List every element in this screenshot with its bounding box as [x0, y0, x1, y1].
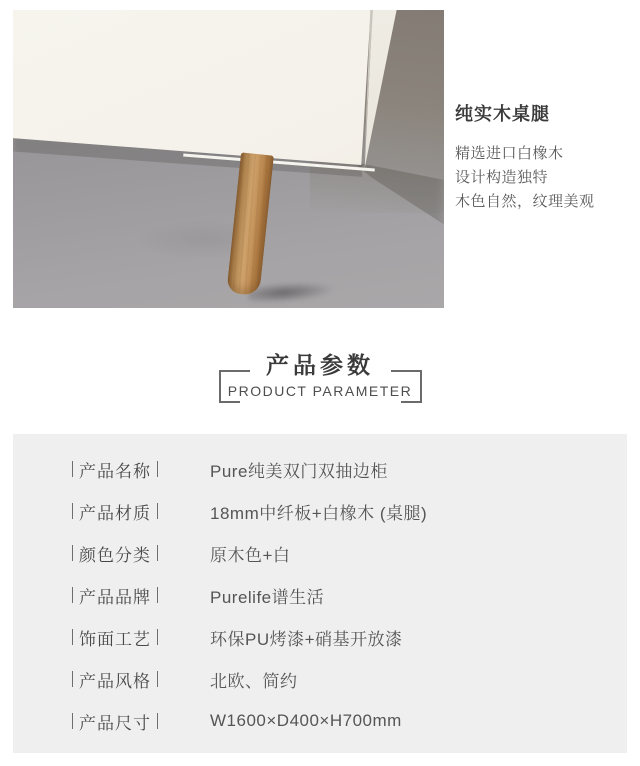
label-divider: [157, 587, 158, 603]
label-divider: [157, 671, 158, 687]
parameter-label: 产品名称: [72, 457, 158, 482]
feature-line: 精选进口白橡木: [455, 145, 564, 162]
label-divider: [157, 545, 158, 561]
parameter-label: 产品品牌: [72, 583, 158, 608]
section-subtitle: PRODUCT PARAMETER: [227, 383, 413, 399]
label-divider: [72, 713, 73, 729]
parameter-table: [13, 434, 627, 753]
parameter-value: 18mm中纤板+白橡木 (桌腿): [210, 503, 428, 523]
table-row: [13, 490, 627, 532]
label-divider: [157, 629, 158, 645]
parameter-label: 产品风格: [72, 667, 158, 692]
label-divider: [72, 545, 73, 561]
parameter-value: 原木色+白: [210, 545, 291, 565]
parameter-value: 环保PU烤漆+硝基开放漆: [210, 629, 403, 649]
feature-line: 木色自然，纹理美观: [455, 193, 595, 210]
table-row: [13, 448, 627, 490]
parameter-value: Purelife谱生活: [210, 587, 325, 607]
product-photo: [13, 10, 444, 308]
label-divider: [72, 503, 73, 519]
table-row: [13, 532, 627, 574]
parameter-label: 产品材质: [72, 499, 158, 524]
parameter-label: 饰面工艺: [72, 625, 158, 650]
label-divider: [72, 629, 73, 645]
parameter-label: 颜色分类: [72, 541, 158, 566]
parameter-value: Pure纯美双门双抽边柜: [210, 461, 388, 481]
label-divider: [72, 587, 73, 603]
parameter-value: 北欧、简约: [210, 671, 298, 691]
parameter-label: 产品尺寸: [72, 709, 158, 734]
table-row: [13, 658, 627, 700]
label-divider: [157, 503, 158, 519]
label-divider: [157, 461, 158, 477]
feature-line: 设计构造独特: [455, 169, 549, 186]
table-row: [13, 700, 627, 742]
label-divider: [72, 461, 73, 477]
section-title: 产品参数: [266, 352, 374, 378]
table-row: [13, 616, 627, 658]
parameter-value: W1600×D400×H700mm: [210, 711, 402, 730]
bracket-right-decoration: [391, 370, 422, 403]
label-divider: [72, 671, 73, 687]
feature-text-block: [455, 103, 630, 214]
label-divider: [157, 713, 158, 729]
table-row: [13, 574, 627, 616]
parameter-section-header: [0, 345, 640, 417]
bracket-left-decoration: [219, 370, 250, 403]
leg-shadow: [247, 279, 336, 305]
feature-title: 纯实木桌腿: [455, 104, 550, 124]
